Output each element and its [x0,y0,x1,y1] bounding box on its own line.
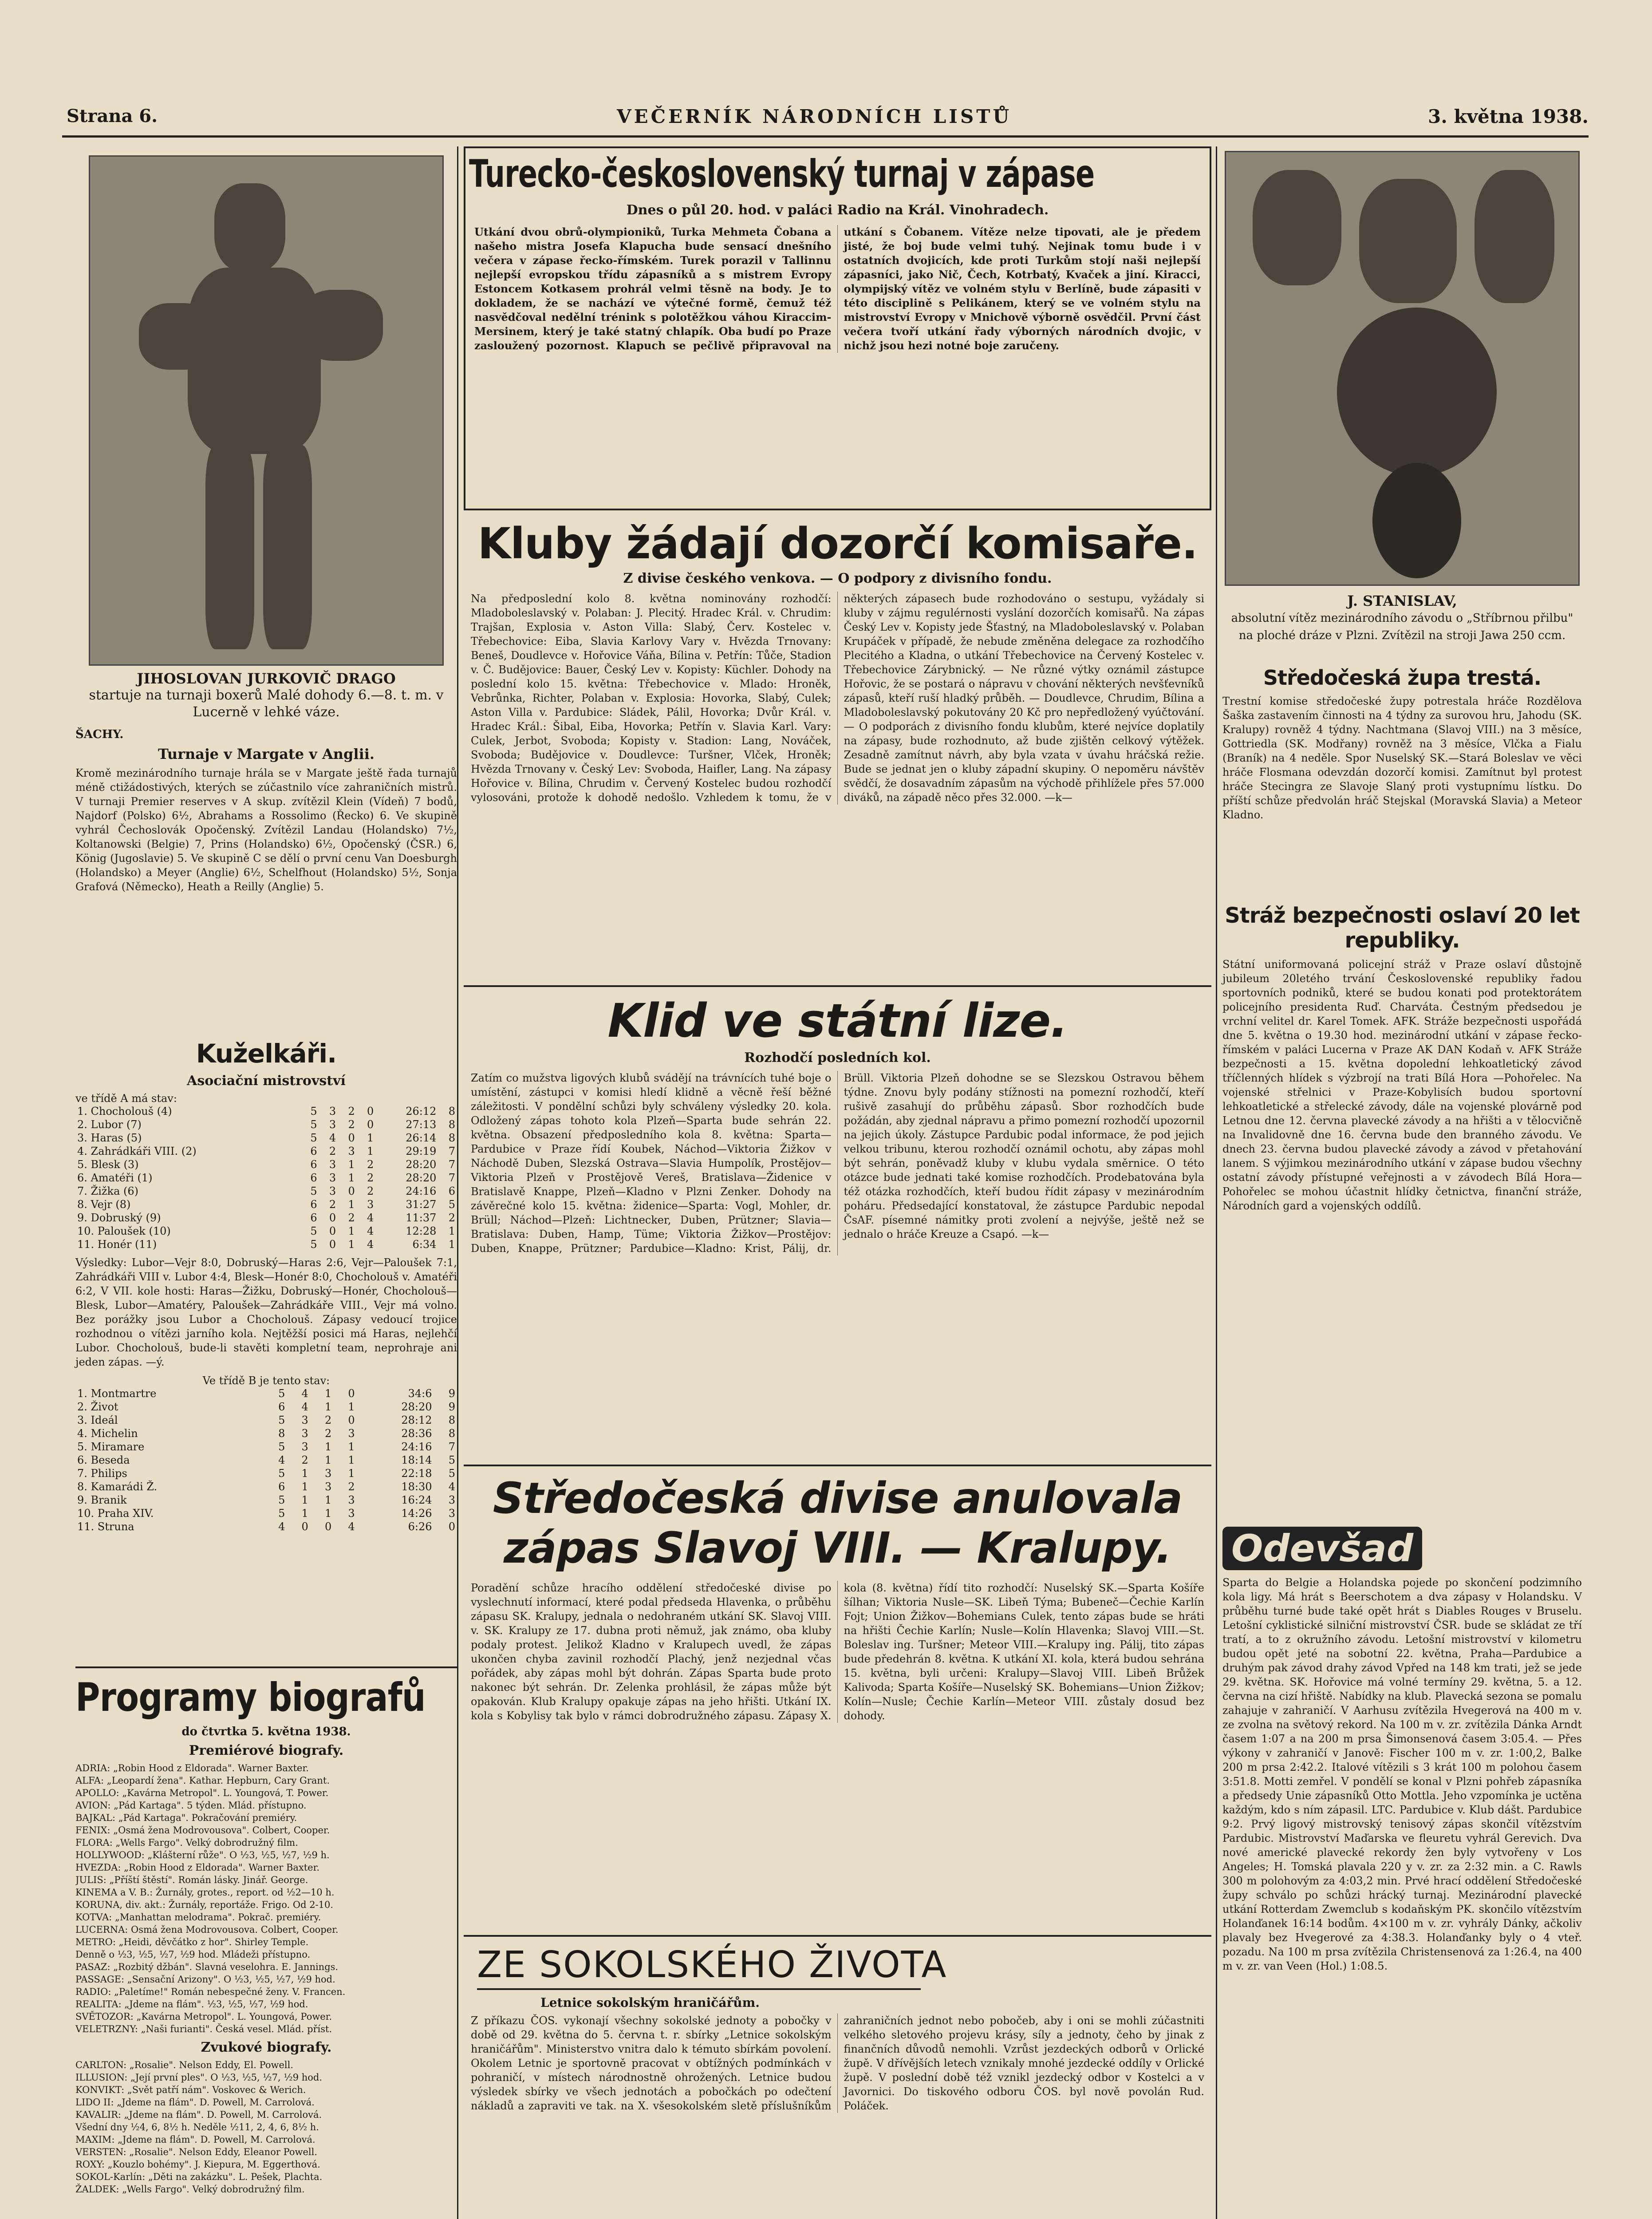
cinema-listing: VELETRZNY: „Naši furianti". Česká vesel. Mlád. příst. [75,2024,332,2034]
table-row [75,1467,457,1480]
table-cell: 3 [324,1481,332,1493]
table-cell: 2 [324,1414,332,1426]
table-cell: 2 [348,1212,355,1224]
zupa-text: Trestní komise středočeské župy potrestala hráče Rozdělova Šaška zastavením činnosti na 4 týdny za surovou hru, Jahodu (SK. Kralupy) rovněž 4 týdny. Nachtmana (Slavoj VIII.) na 3 měsíce, Gottriedla (SK. Modřany) rovněž na 3 měsíce, Vlčka a Fialu (Braník) na 4 neděle. Spor Nuselský SK.—Stará Boleslav ve věci hráče Flosmana odevzdán dozorčí komisi. Zamítnut byl protest hráče Stecingra ze Slavoje Slaný proti vystupnímu lístku. Do příští schůze předvolán hráč Stejskal (Moravská Slavia) a Meteor Kladno. [1222,695,1582,821]
table-cell: 4 [367,1212,374,1224]
kuzelkari-results: Výsledky: Lubor—Vejr 8:0, Dobruský—Haras 2:6, Vejr—Paloušek 7:1, Zahrádkáři VIII v. Lubor 4:4, Blesk—Honér 8:0, Chocholouš v. Amatéři 6:2, V VII. kole hosti: Haras—Žižku, Dobruský—Honér, Chocholouš—Blesk, Lubor—Amatéry, Paloušek—Zahrádkáře VIII., Vejr má volno. Bez porážky jsou Lubor a Chocholouš. Zápasy vedoucí trojice rozhodnou o vítězi jarního kola. Nejtěžší posici má Haras, nejlehčí Lubor. Chocholouš, bude-li stavěti kompletní team, neprohraje ani jeden zápas. —ý. [75,1256,457,1368]
odevsad-title: Odevšad [1222,1527,1422,1570]
table-cell: 3 [301,1441,308,1453]
table-cell: 31:27 [406,1198,437,1211]
table-cell: 2 [348,1118,355,1131]
boxer-caption-text: startuje na turnaji boxerů Malé dohody 6.—8. t. m. v Lucerně v lehké váze. [89,687,444,720]
cinema-listing: Denně o ½3, ½5, ½7, ½9 hod. Mládeži přístupno. [75,1949,311,1960]
team-name: 11. Struna [77,1520,134,1533]
table-cell: 2 [329,1145,336,1157]
table-cell: 1 [448,1225,455,1237]
kluby-subtitle: Z divise českého venkova. — O podpory z divisního fondu. [623,571,1052,586]
table-cell: 5 [310,1132,317,1144]
table-cell: 6 [310,1198,317,1211]
table-cell: 4 [301,1401,308,1413]
table-cell: 7 [448,1441,455,1453]
team-name: 10. Praha XIV. [77,1507,154,1520]
table-cell: 4 [367,1225,374,1237]
table-cell: 2 [324,1427,332,1440]
cinema-listing: VERSTEN: „Rosalie". Nelson Eddy, Eleanor Powell. [75,2147,317,2157]
table-cell: 16:24 [401,1494,432,1506]
table-cell: 6 [310,1172,317,1184]
table-cell: 18:14 [401,1454,432,1466]
cinema-listing: METRO: „Heidi, děvčátko z hor". Shirley Temple. [75,1937,309,1947]
turecko-box [464,146,1211,510]
straz-article [1222,903,1582,1213]
table-row [75,1145,457,1158]
table-cell: 7 [448,1145,455,1157]
table-cell: 1 [348,1198,355,1211]
table-cell: 9 [448,1387,455,1400]
team-name: 8. Vejr (8) [77,1198,131,1211]
sachy-title: Turnaje v Margate v Anglii. [158,746,375,762]
cinema-listing: CARLTON: „Rosalie". Nelson Eddy, El. Powell. [75,2060,293,2070]
straz-title: Stráž bezpečnosti oslaví 20 let republiky. [1225,903,1580,953]
table-cell: 0 [348,1414,355,1426]
team-name: 1. Chocholouš (4) [77,1105,172,1117]
table-row [75,1171,457,1185]
table-cell: 1 [324,1401,332,1413]
table-cell: 5 [278,1507,285,1520]
table-cell: 3 [448,1507,455,1520]
table-cell: 3 [329,1105,336,1117]
straz-text: Státní uniformovaná policejní stráž v Praze oslaví důstojně jubileum 20letého trvání Československé republiky řadou sportovních podniků, které se budou konati pod protektorátem policejního presidenta Ruď. Charváta. Čestným předsedou je vrchní velitel dr. Karel Tomek. AFK. Stráže bezpečnosti uspořádá dne 5. května o 19.30 hod. mezinárodní utkání v zápase řecko-římském v paláci Lucerna v Praze AK DAN Kodaň v. AFK Stráže bezpečnosti a 15. května dopolední lehkoatletický závod tříčlenných hlídek s výzbrojí na trati Bílá Hora —Pohořelec. Na vojenské střelnici v Praze-Kobylisích budou sportovní lehkoatletické a střelecké závody, dále na vojenské plovárně pod Letnou dne 12. června plavecké závody a na hřišti a v tělocvičně na Invalidovně dne 16. června bude den branného závodu. Ve dnech 23. června budou plavecké závody a závod v přetahování lanem. S výjimkou mezinárodního utkání v zápase budou všechny ostatní závody přístupné veřejnosti a v závodech Bílá Hora—Pohořelec se mohou účastnit hlídky četnictva, finanční stráže, Národních gard a vojenských oddílů. [1222,958,1582,1212]
cinema-listing: RADIO: „Paletíme!" Román nebespečné ženy. V. Francen. [75,1986,346,1997]
table-cell: 12:28 [406,1225,437,1237]
team-name: 11. Honér (11) [77,1238,157,1251]
sound-title: Zvukové biografy. [201,2040,332,2055]
table-cell: 1 [348,1158,355,1171]
table-cell: 1 [348,1172,355,1184]
premiere-list [75,1762,457,2035]
table-cell: 29:19 [406,1145,437,1157]
team-name: 8. Kamarádi Ž. [77,1481,158,1493]
page-number: Strana 6. [67,106,158,126]
cinema-listing: HVEZDA: „Robin Hood z Eldorada". Warner Baxter. [75,1862,320,1873]
table-cell: 8 [448,1105,455,1117]
cinema-listing: HOLLYWOOD: „Klášterní růže". O ½3, ½5, ½7, ½9 h. [75,1850,330,1860]
zupa-title: Středočeská župa trestá. [1263,666,1542,690]
table-cell: 2 [448,1212,455,1224]
table-cell: 27:13 [406,1118,437,1131]
table-cell: 5 [448,1467,455,1480]
team-name: 5. Miramare [77,1441,145,1453]
cinema-listing: LIDO II: „Jdeme na flám". D. Powell, M. Carrolová. [75,2097,315,2108]
sokol-article [464,1944,1211,2113]
table-cell: 1 [367,1145,374,1157]
odevsad-text: Sparta do Belgie a Holandska pojede po skončení podzimního kola ligy. Má hrát s Beerschotem a dva zápasy v Holandsku. V průběhu turné bude také opět hrát s Diables Rouges v Bruselu. Letošní cyklistické silniční mistrovství ČSR. bude se skládat ze tří tratí, a to z okružního závodu. Letošní mistrovství v kilometru budou opět jeté na sobotní 22. května, Praha—Pardubice a druhým pak závod drahy závod Vpřed na 148 km trati, jež se jede 29. května. SK. Hořovice má volné termíny 29. května, 5. a 12. června na cizí hřiště. Nabídky na klub. Plavecká sezona se pomalu zahajuje v zahraničí. V Aarhusu zvítězila Hvegerová na 400 m v. ze zvolna na světový rekord. Na 100 m v. zr. zvítězila Dánka Arndt časem 1:07 a na 200 m prsa Šimonsenová časem 3:05.4. — Přes výkony v zahraničí v Janově: Fischer 100 m v. zr. 1:00,2, Balke 200 m prsa 2:42.2. Italové vítězili s 3 krát 100 m polohou časem 3:51.8. Motti zemřel. V pondělí se konal v Plzni pohřeb zápasníka a předsedy Unie zápasníků Otto Mottla. Jeho vzpomínka je uctěna každým, kdo s ním zápasil. LTC. Pardubice v. Klub dášt. Pardubice 9:2. Prvý ligový mistrovský tenisový zápas skončil vítězstvím Pardubic. Mistrovství Maďarska ve fleuretu vyhrál Gerevich. Dva nové americké plavecké rekordy žen byly vytvořeny v Los Angeles; H. Tomská plavala 220 y v. zr. za 2:32 min. a C. Rawls 300 m polohovým za 4:03,2 min. Prvé hrací oddělení Středočeské župy schválo po schůzi hrácký turnaj. Mezinárodní plavecké utkání Rotterdam Zwemclub s kodaňským PK. skončilo vítězstvím Holanďanek 16:14 bodům. 4×100 m v. zr. vyhrály Dánky, ačkoliv plavaly bez Hvegerové za 4:38.3. Holanďanky byly o 4 vteř. pozadu. Na 100 m prsa zvítězila Christensenová za 1:26.4, na 400 m v. zr. van Veen (Hol.) 1:08.5. [1222,1576,1582,1972]
table-cell: 2 [329,1198,336,1211]
table-cell: 24:16 [406,1185,437,1197]
table-cell: 5 [278,1467,285,1480]
table-row [75,1158,457,1171]
team-name: 5. Blesk (3) [77,1158,139,1171]
table-cell: 4 [278,1520,285,1533]
table-cell: 6 [448,1185,455,1197]
cinema-listing: SVĚTOZOR: „Kavárna Metropol". L. Youngová, Power. [75,2011,332,2022]
table-cell: 1 [324,1387,332,1400]
table-cell: 9 [448,1401,455,1413]
table-row [75,1414,457,1427]
table-cell: 0 [329,1238,336,1251]
table-cell: 24:16 [401,1441,432,1453]
turecko-text: Utkání dvou obrů-olympioniků, Turka Mehmeta Čobana a našeho mistra Josefa Klapucha bude sensací dnešního večera v zápase řecko-římském. Turek porazil v Tallinnu nejlepší evropskou třídu zápasníků a s mistrem Evropy Estoncem Kotkasem prohrál velmi těsně na body. Je to dokladem, že se nachází ve výtečné formě, čemuž též nasvědčoval nedělní trénink s polotěžkou váhou Kiraccim-Mersinem, který je také statný chlapík. Oba budí po Praze zasloužený pozornost. Klapuch se pečlivě připravoval na utkání s Čobanem. Vítěze nelze tipovati, ale je předem jisté, že boj bude velmi tuhý. Nejinak tomu bude i v ostatních dvojicích, kde proti Turkům stojí naši nejlepší zápasníci, jako Nič, Čech, Kotrbatý, Kvaček a jiní. Kiracci, olympijský vítěz ve volném stylu v Berlíně, bude zápasiti v této disciplině s Pelikánem, který se ve volném stylu na mistrovství Evropy v Mnichově výborně osvědčil. První část večera tvoří utkání řady výborných národních dvojic, v nichž jsou hezi notné boje zaručeny. [474,225,1201,352]
table-row [75,1211,457,1224]
table-cell: 5 [310,1118,317,1131]
divise-text: Poradění schůze hracího oddělení středočeské divise po vyslechnutí informací, které podal předseda Hlavenka, o průběhu zápasu SK. Kralupy, jednala o nedohraném utkání SK. Slavoj VIII. v. SK. Kralupy ze 17. dubna proti němuž, jak známo, oba kluby podaly protest. Jelikož Kladno v Kralupech uvedl, že zápas ukončen chyba zavinil rozhodčí Plachý, jenž nezjednal včas pořádek, aby zápas mohl být dohrán. Zápas Sparta bude proto nakonec být sehrán. Dr. Zelenka prohlásil, že zápas může být opakován. Klub Kralupy opakuje zápas na jeho hřišti. Utkání IX. kola s Kobylisy tak bylo v rámci dobrodružného zápasu. Zápasy X. kola (8. května) řídí tito rozhodčí: Nuselský SK.—Sparta Košíře šílhan; Viktoria Nusle—SK. Libeň Týma; Bubeneč—Čechie Karlín Fojt; Union Žižkov—Bohemians Culek, tento zápas bude se hráti na hřišti Čechie Karlín; Nusle—Kolín Hlavenka; Slavoj VIII.—St. Boleslav ing. Turšner; Meteor VIII.—Kralupy ing. Pálij, tito zápas bude předehrán 8. května. K utkání XI. kola, která budou sehrána 15. května, byli určeni: Kralupy—Slavoj VIII. Libeň Brůžek Kalivoda; Sparta Košíře—Nuselský SK. Bohemians—Union Žižkov; Kolín—Nusle; Čechie Karlín—Meteor VIII. zůstaly dosud bez dohody. [471,1582,1204,1722]
table-cell: 5 [278,1387,285,1400]
issue-date: 3. května 1938. [1428,106,1589,127]
turecko-subtitle: Dnes o půl 20. hod. v paláci Radio na Král. Vinohradech. [626,202,1049,218]
group-b-title: Ve třídě B je tento stav: [202,1374,330,1387]
table-cell: 22:18 [401,1467,432,1480]
divise-article [464,1473,1211,1723]
cinema-listing: MAXIM: „Jdeme na flám". D. Powell, M. Carrolová. [75,2134,315,2145]
table-cell: 1 [348,1401,355,1413]
table-cell: 4 [278,1454,285,1466]
table-cell: 4 [367,1238,374,1251]
kuzelkari-subtitle: Asociační mistrovství [187,1073,346,1089]
table-cell: 6 [310,1212,317,1224]
table-row [75,1440,457,1453]
table-row [75,1427,457,1440]
table-cell: 3 [324,1467,332,1480]
team-name: 6. Beseda [77,1454,130,1466]
table-cell: 3 [367,1198,374,1211]
boxer-caption [89,670,444,721]
sachy-article [75,728,457,894]
table-cell: 2 [348,1105,355,1117]
table-cell: 0 [348,1185,355,1197]
table-cell: 0 [329,1225,336,1237]
table-cell: 1 [301,1481,308,1493]
table-cell: 0 [348,1132,355,1144]
kluby-title: Kluby žádají dozorčí komisaře. [477,519,1198,569]
table-cell: 3 [329,1118,336,1131]
table-cell: 1 [348,1454,355,1466]
table-cell: 3 [301,1427,308,1440]
table-cell: 3 [301,1414,308,1426]
cinema-listing: KONVIKT: „Svět patří nám". Voskovec & Werich. [75,2085,306,2095]
table-cell: 3 [448,1494,455,1506]
stanislav-caption [1225,592,1580,644]
table-cell: 4 [448,1481,455,1493]
table-cell: 2 [301,1454,308,1466]
cinema-listing: KORUNA, div. akt.: Žurnály, reportáže. Frigo. Od 2-10. [75,1899,334,1910]
table-cell: 26:12 [406,1105,437,1117]
programy-date: do čtvrtka 5. května 1938. [181,1725,351,1738]
table-cell: 28:20 [406,1158,437,1171]
stanislav-caption-text: absolutní vítěz mezinárodního závodu o „Stříbrnou přilbu" na ploché dráze v Plzni. Zvítězil na stroji Jawa 250 ccm. [1231,612,1573,642]
cinema-listing: APOLLO: „Kavárna Metropol". L. Youngová, T. Power. [75,1788,329,1798]
table-cell: 11:37 [406,1212,437,1224]
kuzelkari-article [75,1038,457,1533]
team-name: 4. Zahrádkáři VIII. (2) [77,1145,197,1157]
table-cell: 6 [310,1145,317,1157]
table-cell: 1 [348,1238,355,1251]
table-cell: 0 [348,1387,355,1400]
boxer-photo [89,155,444,666]
table-cell: 5 [448,1198,455,1211]
team-name: 4. Michelin [77,1427,138,1440]
cinema-listing: PASAZ: „Rozbitý džbán". Slavná veselohra. E. Jannings. [75,1962,339,1972]
table-row [75,1387,457,1400]
table-cell: 0 [301,1520,308,1533]
newspaper-title: VEČERNÍK NÁRODNÍCH LISTŮ [617,106,1012,127]
table-cell: 1 [367,1132,374,1144]
team-name: 9. Branik [77,1494,127,1506]
table-cell: 1 [324,1507,332,1520]
table-cell: 5 [310,1225,317,1237]
table-cell: 2 [367,1172,374,1184]
table-cell: 6:34 [412,1238,437,1251]
kluby-text: Na předposlední kolo 8. května nominovány rozhodčí: Mladoboleslavský v. Polaban: J. Plecitý. Hradec Král. v. Chrudim: Trajšan, Explosia v. Aston Villa: Slabý, Červ. Kostelec v. Třebechovice: Eiba, Slavia Karlovy Vary v. Hvězda Trnovany: Beneš, Doudlevce v. Hořovice Váňa, Bílina v. Petřín: Tůče, Stadion v. Č. Budějovice: Bauer, Český Lev v. Kopisty: Küchler. Dohody na poslední kolo 15. května: Třebechovice v. Mlado: Hroněk, Vebrůnka, Richter, Polaban v. Explosia: Hovorka, Slabý, Culek; Aston Villa v. Pardubice: Sládek, Pálil, Hovorka; Dvůr Král. v. Hradec Král.: Šibal, Eiba, Hovorka; Petřín v. Slavia Karl. Vary: Culek, Jerbot, Svoboda; Kopisty v. Stadion: Lang, Nováček, Svoboda; Budějovice v. Doudlevce: Turšner, Vlček, Hroněk; Hvězda Trnovany v. Český Lev: Svoboda, Haifler, Lang. Na zápasy Hořovice v. Bílina, Chrudim v. Červený Kostelec budou rozhodčí vylosováni, protože k dohodě nedošlo. Vzhledem k tomu, že v některých zápasech bude rozhodováno o sestupu, vyžádaly si kluby v zájmu regulérnosti vyslání dozorčích komisařů. Na zápas Český Lev v. Kopisty jede Šťastný, na Mladoboleslavský v. Polaban Krupáček v případě, že nebude změněna delegace za rozhodčího Plecitého a Kladna, o utkání Třebechovice na Červený Kostelec v. Třebechovice Zárybnický. — Ne různé výtky oznámil zástupce Hořovic, že se postará o nápravu v chování některých nevšťevníků zápasů, kteří ruší hladký průběh. — Doudlevce, Chrudim, Bílina a Mladoboleslavský pokutovány 20 Kč pro nepředložený vyúčtování. — O podporách z divisního fondu klubům, které nejvíce doplatily na zápasy, bude rozhodnuto, až bude zjištěn celkový výtěžek. Zesadně zamítnut návrh, aby byla vzata v úvahu hráčská režie. Bude se jednat jen o kluby západní skupiny. O nepoměru návštěv svědčí, že dosavadním zápasům na východě přihlížele přes 57.000 diváků, na západě něco přes 32.000. —k— [471,592,1204,804]
table-cell: 1 [324,1454,332,1466]
kluby-article [464,519,1211,805]
table-cell: 3 [329,1185,336,1197]
team-name: 3. Haras (5) [77,1132,142,1144]
table-cell: 26:14 [406,1132,437,1144]
table-cell: 2 [348,1481,355,1493]
team-name: 2. Život [77,1401,118,1413]
table-cell: 1 [324,1494,332,1506]
table-cell: 5 [310,1185,317,1197]
cinema-listing: REALITA: „Jdeme na flám". ½3, ½5, ½7, ½9 hod. [75,1999,308,2010]
team-name: 10. Paloušek (10) [77,1225,171,1237]
cinema-listing: KOTVA: „Manhattan melodrama". Pokrač. premiéry. [75,1912,321,1923]
table-cell: 3 [348,1427,355,1440]
sound-list [75,2059,457,2195]
cinema-listing: PASSAGE: „Sensační Arizony". O ½3, ½5, ½7, ½9 hod. [75,1974,335,1985]
cinema-listing: JULIS: „Příští štěstí". Román lásky. Jinář. George. [75,1875,308,1885]
premiere-title: Premiérové biografy. [189,1743,344,1758]
cinema-listing: KAVALIR: „Jdeme na flám". D. Powell, M. Carrolová. [75,2109,322,2120]
sokol-title: ZE SOKOLSKÉHO ŽIVOTA [477,1944,947,1986]
table-cell: 1 [348,1225,355,1237]
cinema-listing: Všední dny ½4, 6, 8½ h. Neděle ½11, 2, 4, 6, 8½ h. [75,2122,319,2132]
table-row [75,1224,457,1238]
table-cell: 8 [278,1427,285,1440]
cinema-listing: ŽALDEK: „Wells Fargo". Velký dobrodružný film. [75,2184,305,2195]
table-cell: 8 [448,1118,455,1131]
cinema-listing: ALFA: „Leopardí žena". Kathar. Hepburn, Cary Grant. [75,1775,330,1786]
zupa-article [1222,666,1582,822]
cinema-listing: ILLUSION: „Její první ples". O ½3, ½5, ½7, ½9 hod. [75,2072,323,2083]
cinema-listing: FENIX: „Osmá žena Modrovousova". Colbert, Cooper. [75,1825,330,1836]
table-cell: 3 [348,1145,355,1157]
table-row [75,1507,457,1520]
table-cell: 3 [329,1158,336,1171]
divise-title: Středočeská divise anulovala zápas Slavoj VIII. — Kralupy. [493,1473,1183,1573]
table-cell: 1 [301,1467,308,1480]
table-cell: 28:12 [401,1414,432,1426]
table-cell: 0 [367,1105,374,1117]
table-cell: 2 [367,1185,374,1197]
table-cell: 2 [367,1158,374,1171]
klid-text: Zatím co mužstva ligových klubů svádějí na trávnících tuhé boje o umístění, zástupci v komisi hledí klidně a věcně řeší běžné záležitosti. V pondělní schůzi byly schváleny výsledky 20. kola. Odložený zápas tohoto kola Plzeň—Sparta bude sehrán 22. května. Obsazení předposledního kola 8. května: Sparta—Pardubice v Praze řídí Koubek, Náchod—Viktoria Žižkov v Náchodě Duben, Slezská Ostrava—Slavia Humpolík, Prostějov—Viktoria Plzeň v Prostějově Vereš, Bratislava—Židenice v Bratislavě Knappe, Plzeň—Kladno v Plzni Zenker. Dohody na závěrečné kolo 15. května: židenice—Sparta: Vogl, Mohler, dr. Brüll; Náchod—Plzeň: Lichtnecker, Duben, Prützner; Slavia—Bratislava: Duben, Hamp, Tüme; Viktoria Žižkov—Prostějov: Duben, Knappe, Prützner; Pardubice—Kladno: Krist, Pálij, dr. Brüll. Viktoria Plzeň dohodne se se Slezskou Ostravou během týdne. Znovu byly podány stížnosti na pomezní rozhodčí, kteří rušivě zasahují do průběhu zápasů. Sbor rozhodčích bude požádán, aby zjednal nápravu a přimo pomezní rozhodčí upozornil na jejich úkoly. Zástupce Pardubic podal informace, že pod jejich velkou tribunu, kterou rozhodčí oznámil ochotu, aby zápas mohl být sehrán, poněvadž kluby v klubu vydala směrnice. O této otázce bude jednati také komise rozhodčích. Prodebatována byla též otázka rozhodčích, kteří budou řídit zápasy v mezinárodním poháru. Předsedající konstatoval, že zástupce Pardubic nepodal ČsAF. písemné námitky proti zvolení a nejvýše, ještě než se jednalo o hráče Kreuze a Csapó. —k— [471,1072,1204,1255]
table-cell: 7 [448,1172,455,1184]
team-name: 9. Dobruský (9) [77,1212,161,1224]
table-cell: 3 [329,1172,336,1184]
sokol-text: Z příkazu ČOS. vykonají všechny sokolské jednoty a pobočky v době od 29. května do 5. června t. r. sbírky „Letnice sokolským hraničářům". Ministerstvo vnitra dalo k témuto sbírkám povolení. Okolem Letnic je sportovně pracovat v obtížných podmínkách v pohraničí, v místech národnostně ohrožených. Letnice budou výsledek sbírky ve všech jednotách a pobočkách po odečtení nákladů a zapraviti ve tak. na X. všesokolském sletě příslušníkům zahraničních jednot nebo pobočeb, aby i oni se mohli zúčastniti velkého sletového projevu krásy, síly a jednoty, čeho by jinak z finančních důvodů nemohli. Vzrůst jezdeckých odborů v Orlické župě. V dřívějších letech vznikaly mnohé jezdecké oddíly v Orlické župě. V poslední době též vznikl jezdecký odbor v Kostelci a v Javornici. Do tiskového odboru ČOS. byl nově povolán Rud. Poláček. [471,2014,1204,2112]
table-cell: 4 [348,1520,355,1533]
team-name: 7. Žižka (6) [77,1185,138,1197]
cinema-listing: ADRIA: „Robin Hood z Eldorada". Warner Baxter. [75,1763,309,1773]
table-cell: 14:26 [401,1507,432,1520]
sachy-text: Kromě mezinárodního turnaje hrála se v Margate ještě řada turnajů méně ctižádostivých, kterých se zúčastnilo více zahraničních mistrů. V turnaji Premier reserves v A skup. zvítězil Klein (Vídeň) 7 bodů, Najdorf (Polsko) 6½, Abrahams a Rossolimo (Řecko) 6. Ve skupině vyhrál Čechoslovák Opočenský. Zvítězil Landau (Holandsko) 7½, Koltanowski (Belgie) 7, Prins (Holandsko) 6½, Opočenský (ČSR.) 6, König (Jugoslavie) 5. Ve skupině C se dělí o první cenu Van Doesburgh (Holandsko) a Meyer (Anglie) 6½, Schelfhout (Holandsko) 5½, Sonja Grafová (Německo), Heath a Reilly (Anglie) 5. [75,767,457,893]
table-row [75,1400,457,1414]
table-cell: 8 [448,1427,455,1440]
table-cell: 28:20 [401,1401,432,1413]
table-row [75,1198,457,1211]
table-row [75,1185,457,1198]
boxer-caption-title: JIHOSLOVAN JURKOVIČ DRAGO [137,670,396,687]
cinema-listing: ROXY: „Kouzlo bohémy". J. Kiepura, M. Eggerthová. [75,2159,320,2170]
page-header [62,98,1589,138]
kuzelkari-title: Kuželkáři. [196,1038,337,1069]
table-cell: 6 [278,1481,285,1493]
stanislav-photo [1225,151,1580,586]
table-cell: 6:26 [408,1520,432,1533]
cinema-listing: AVION: „Pád Kartaga". 5 týden. Mlád. přístupno. [75,1800,307,1811]
stanislav-caption-title: J. STANISLAV, [1347,592,1457,609]
cinema-listing: KINEMA a V. B.: Žurnály, grotes., report. od ½2—10 h. [75,1887,335,1898]
table-cell: 1 [324,1441,332,1453]
table-row [75,1520,457,1533]
programy-title: Programy biografů [75,1674,426,1720]
klid-subtitle: Rozhodčí posledních kol. [744,1050,931,1066]
cinema-listing: SOKOL-Karlín: „Děti na zakázku". L. Pešek, Plachta. [75,2172,323,2182]
table-cell: 5 [278,1414,285,1426]
table-cell: 18:30 [401,1481,432,1493]
table-cell: 28:20 [406,1172,437,1184]
sachy-section: ŠACHY. [75,728,124,741]
table-cell: 5 [310,1105,317,1117]
team-name: 2. Lubor (7) [77,1118,142,1131]
klid-title: Klid ve státní lize. [607,994,1068,1048]
group-a-title: ve třídě A má stav: [75,1092,177,1105]
cinema-listing: BAJKAL: „Pád Kartaga". Pokračování premiéry. [75,1812,297,1823]
table-cell: 1 [348,1441,355,1453]
table-cell: 6 [310,1158,317,1171]
table-cell: 28:36 [401,1427,432,1440]
table-row [75,1238,457,1251]
team-name: 1. Montmartre [77,1387,157,1400]
table-cell: 1 [448,1238,455,1251]
team-name: 7. Philips [77,1467,127,1480]
table-cell: 34:6 [408,1387,432,1400]
table-row [75,1480,457,1493]
programy-article [75,1675,457,2195]
cinema-listing: FLORA: „Wells Fargo". Velký dobrodružný film. [75,1837,298,1848]
table-cell: 1 [348,1467,355,1480]
cinema-listing: LUCERNA: Osmá žena Modrovousova. Colbert, Cooper. [75,1924,339,1935]
table-cell: 5 [448,1454,455,1466]
table-cell: 7 [448,1158,455,1171]
table-cell: 0 [329,1212,336,1224]
group-b-table [75,1387,457,1533]
klid-article [464,994,1211,1256]
sokol-subtitle: Letnice sokolským hraničářům. [540,1995,760,2010]
table-row [75,1453,457,1467]
table-row [75,1118,457,1131]
table-cell: 0 [448,1520,455,1533]
team-name: 6. Amatéři (1) [77,1172,153,1184]
table-cell: 3 [348,1494,355,1506]
table-cell: 4 [329,1132,336,1144]
table-cell: 3 [348,1507,355,1520]
odevsad-article [1222,1527,1582,1973]
table-cell: 0 [367,1118,374,1131]
table-cell: 5 [278,1494,285,1506]
table-cell: 0 [324,1520,332,1533]
table-cell: 1 [301,1507,308,1520]
turecko-title: Turecko-československý turnaj v zápase [469,152,1095,196]
group-a-table [75,1105,457,1251]
table-row [75,1131,457,1145]
team-name: 3. Ideál [77,1414,118,1426]
table-row [75,1493,457,1507]
table-cell: 1 [301,1494,308,1506]
table-cell: 8 [448,1132,455,1144]
table-cell: 5 [310,1238,317,1251]
table-row [75,1105,457,1118]
table-cell: 5 [278,1441,285,1453]
table-cell: 6 [278,1401,285,1413]
table-cell: 4 [301,1387,308,1400]
table-cell: 8 [448,1414,455,1426]
